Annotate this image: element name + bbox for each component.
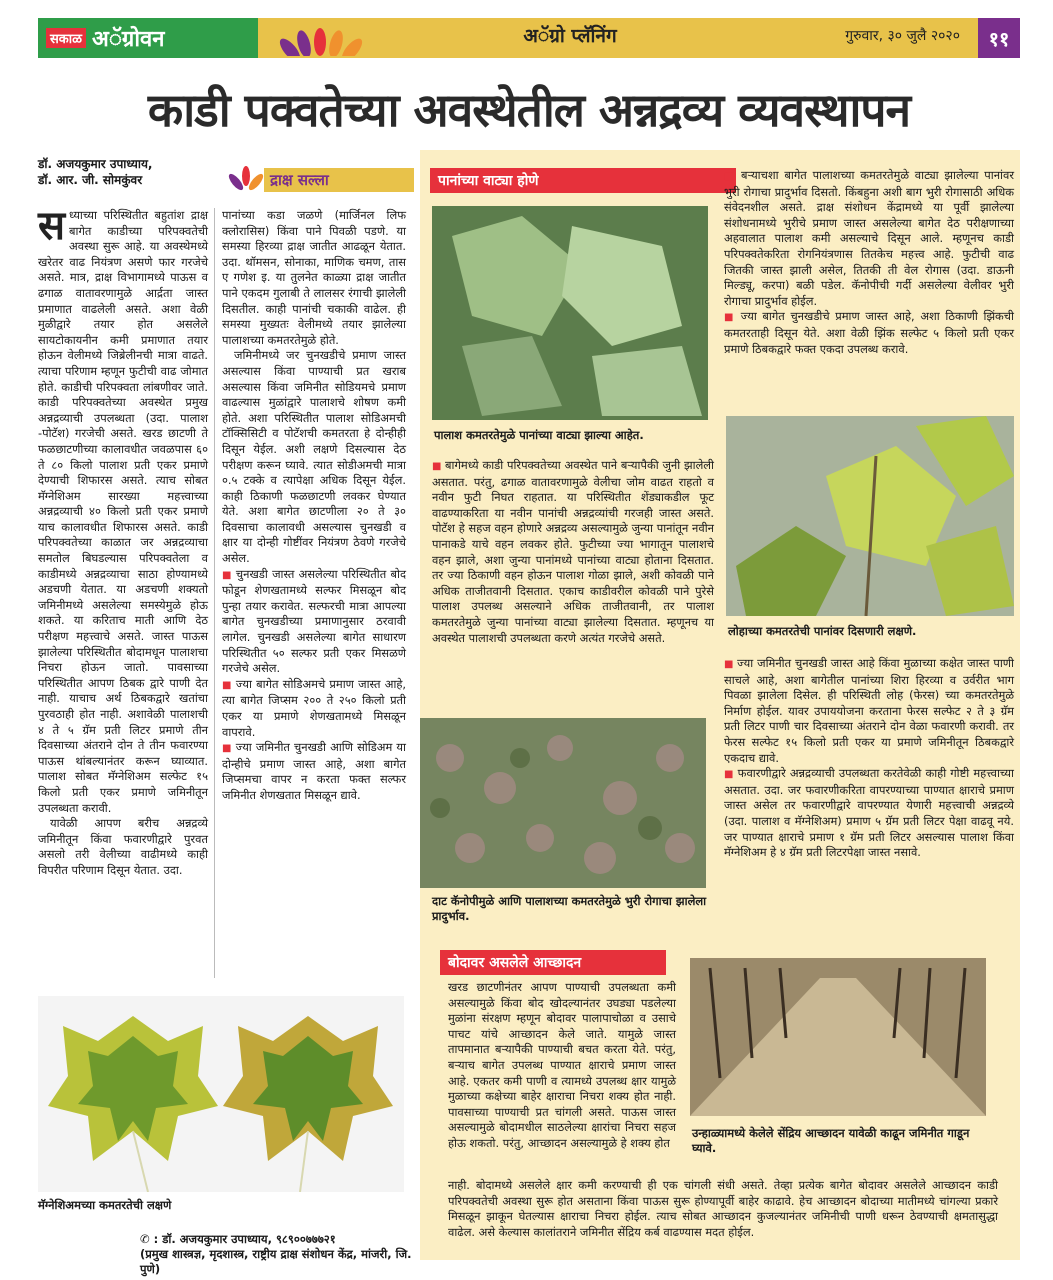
article-column-4b	[724, 656, 1014, 861]
author-credit	[140, 1232, 420, 1277]
col5b-text: नाही. बोदामध्ये असलेले क्षार कमी करण्याची ही एक चांगली संधी असते. तेव्हा प्रत्येक बागेत बोदावर असलेले आच्छादन काडी परिपक्वतेची अवस्था सुरू होत असताना किंवा पाऊस सुरू होण्यापूर्वी बाहेर काढावे. हेच आच्छादन बोदाच्या मातीमध्ये चांगल्या प्रकारे मिसळून झाकून घेतल्यास क्षाराचा निचरा होईल. त्याच सोबत आच्छादन कुजल्यानंतर जमिनीची पाणी धरून ठेवण्याची क्षमतासुद्धा वाढेल. असे केल्यास कालांतराने जमिनीत सेंद्रिय कर्ब वाढण्यास मदत होईल.	[448, 1178, 998, 1239]
headline: काडी पक्वतेच्या अवस्थेतील अन्नद्रव्य व्यवस्थापन	[147, 83, 911, 137]
flower-logo-icon	[226, 156, 266, 192]
caption-magnesium: मॅग्नेशिअमच्या कमतरतेची लक्षणे	[38, 1198, 172, 1212]
article-column-1	[38, 203, 208, 879]
credit-contact: ✆ : डॉ. अजयकुमार उपाध्याय, ९८९००७७७२१	[140, 1232, 336, 1246]
author-2: डॉ. आर. जी. सोमकुंवर	[38, 173, 143, 187]
col2-para-2: जमिनीमध्ये जर चुनखडीचे प्रमाण जास्त असल्यास किंवा पाण्याची प्रत खराब असल्यास किंवा जमिनीत सोडियमचे प्रमाण वाढल्यास मुळांद्वारे पालाशचे शोषण कमी होते. अशा परिस्थितीत पालाश सोडिअमची टॉक्सिसिटी व पोटॅशची कमतरता हे दोन्हीही दिसून येईल. अशी लक्षणे दिसल्यास देठ परीक्षण करून घ्यावे. त्यात सोडीअमची मात्रा ०.५ टक्के व त्यापेक्षा अधिक दिसून येईल. काही ठिकाणी फळछाटणी लवकर घेण्यात येते. अशा बागेत छाटणीला २० ते ३० दिवसाचा कालावधी असल्यास चुनखडी व क्षार या दोन्ही गोष्टींवर नियंत्रण ठेवणे गरजेचे असेल.	[222, 348, 406, 566]
caption-iron-deficiency: लोहाच्या कमतरतेची पानांवर दिसणारी लक्षणे.	[728, 624, 917, 638]
col1-text-2: यावेळी आपण बरीच अन्नद्रव्ये जमिनीतून किंवा फवारणीद्वारे पुरवत असलो तरी वेलीच्या वाढीमध्ये काही विपरीत परिणाम दिसून येतात. उदा.	[38, 816, 208, 877]
issue-date: गुरुवार, ३० जुलै २०२०	[845, 28, 960, 44]
subhead-leaf-cupping: पानांच्या वाट्या होणे	[430, 168, 736, 193]
col3-bullet: ■ बागेमध्ये काडी परिपक्वतेच्या अवस्थेत पाने बऱ्यापैकी जुनी झालेली असतात. परंतु, ढगाळ वातावरणामुळे वेलीचा जोम वाढत राहतो व नवीन फुटी निघत राहतात. या परिस्थितीत शेंड्याकडील फूट वाढण्याकरिता या नवीन पानांची अन्नद्रव्यांची गरजही जास्त असते. पोटॅश हे सहज वहन होणारे अन्नद्रव्य असल्यामुळे जुन्या पानांतून नवीन पानाकडे याचे वहन लवकर होते. फुटीच्या ज्या भागातून पालाशचे वहन झाले, अशा जुन्या पानांमध्ये पानांच्या वाट्या होताना दिसतात. तर ज्या ठिकाणी वहन होऊन पालाश गोळा झाले, अशी कोवळी पाने अधिक ताजीतवानी दिसतात. एकाच काडीवरील कोवळी पाने पुरेसे पालाश उपलब्ध असल्याने अधिक ताजीतवानी, तर पालाश कमतरतेमुळे जुन्या पानांच्या वाट्या झालेल्या दिसतात. म्हणूनच या अवस्थेत पालाशची उपलब्धता करणे अत्यंत गरजेचे असते.	[432, 458, 714, 646]
section-title: अॅग्रो प्लॅनिंग	[523, 25, 617, 47]
brand-name: अॅग्रोवन	[92, 27, 165, 52]
photo-iron-deficiency	[726, 416, 1014, 616]
col1-text: ध्याच्या परिस्थितीत बहुतांश द्राक्ष बागेत काडीच्या परिपक्वतेची अवस्था सुरू आहे. या अवस्थेमध्ये खरेतर वाढ नियंत्रण असणे फार गरजेचे असते. मात्र, द्राक्ष विभागामध्ये पाऊस व ढगाळ वातावरणामुळे आर्द्रता जास्त प्रमाणात वाढलेली असते. अशा वेळी मुळीद्वारे तयार होत असलेले सायटोकायनीन कमी प्रमाणात तयार होऊन वेलीमध्ये जिब्रेलीनची मात्रा वाढते. त्याचा परिणाम म्हणून फुटीची वाढ जोमात होते. काडीची परिपक्वता लांबणीवर जाते. काडी परिपक्वतेच्या अवस्थेत प्रमुख अन्नद्रव्याची उपलब्धता (उदा. पालाश -पोटॅश) गरजेची असते. खरड छाटणी ते फळछाटणीच्या कालावधीत जवळपास ६० ते ८० किलो पालाश प्रती एकर प्रमाणे देण्याची शिफारस असते. त्याच सोबत मॅग्नेशिअम सारख्या महत्त्वाच्या अन्नद्रव्याची ४० किलो प्रती एकर प्रमाणे याच कालावधीत शिफारस असते. काडी परिपक्वतेच्या काळात जर अन्नद्रव्याचा समतोल बिघडल्यास परिपक्वतेला व काडीमध्ये अन्नद्रव्याचा साठा होण्यामध्ये अडचणी येतात. या अडचणी शक्यतो जमिनीमध्ये असलेल्या समस्येमुळे होऊ शकते. या करिताच माती आणि देठ परीक्षण महत्त्वाचे असते. जास्त पाऊस झालेल्या परिस्थितीत बोदामधून पालाशचा निचरा होऊन जातो. पावसाच्या परिस्थितीत आपण ठिबक द्वारे पाणी देत नाही. याचाच अर्थ ठिबकद्वारे खतांचा पुरवठाही होत नाही. अशावेळी पालाशची ४ ते ५ ग्रॅम प्रती लिटर प्रमाणे तीन दिवसाच्या अंतराने दोन ते तीन फवारण्या पाऊस थांबल्यानंतर करून घ्याव्यात. पालाश सोबत मॅग्नेशिअम सल्फेट १५ किलो प्रती एकर प्रमाणे जमिनीतून उपलब्धता करावी.	[38, 208, 208, 815]
caption-mulch: उन्हाळ्यामध्ये केलेले सेंद्रिय आच्छादन यावेळी काढून जमिनीत गाडून घ्यावे.	[692, 1126, 970, 1155]
authors	[38, 156, 218, 188]
brand-small: सकाळ	[46, 28, 86, 48]
photo-leaf-cupping	[432, 206, 708, 420]
author-1: डॉ. अजयकुमार उपाध्याय,	[38, 157, 153, 171]
photo-powdery-mildew	[420, 718, 706, 888]
article-column-3	[432, 458, 714, 646]
column-divider	[214, 208, 215, 978]
article-column-5	[448, 980, 676, 1152]
flower-logo-icon	[270, 20, 380, 56]
col5-text: खरड छाटणीनंतर आपण पाण्याची उपलब्धता कमी असल्यामुळे किंवा बोद खोदल्यानंतर उघड्या पडलेल्या मुळांना संरक्षण म्हणून बोदावर पालापाचोळा व उसाचे पाचट यांचे आच्छादन केले जाते. यामुळे जास्त तापमानात बऱ्यापैकी पाण्याची बचत करता येते. परंतु, बऱ्याच बागेत उपलब्ध पाण्यात क्षाराचे प्रमाण जास्त आहे. एकतर कमी पाणी व त्यामध्ये उपलब्ध क्षार यामुळे मुळाच्या कक्षेच्या बाहेर क्षाराचा निचरा शक्य होत नाही. पावसाच्या पाण्याची प्रत चांगली असते. पाऊस जास्त असल्यामुळे बोदामधील साठलेल्या क्षारांचा निचरा सहज होऊ शकतो. परंतु, आच्छादन असल्यामुळे हे शक्य होत	[448, 980, 676, 1150]
subhead-bed-mulch: बोदावर असलेले आच्छादन	[440, 950, 666, 975]
page-number: ११	[978, 18, 1020, 58]
article-column-2	[222, 208, 406, 804]
col4-bullet-1: ■ बऱ्याचशा बागेत पालाशच्या कमतरतेमुळे वाट्या झालेल्या पानांवर भुरी रोगाचा प्रादुर्भाव दिसतो. किंबहुना अशी बाग भुरी रोगासाठी अधिक संवेदनशील असते. द्राक्ष संशोधन केंद्रामध्ये या पूर्वी झालेल्या संशोधनामध्ये भुरीचे प्रमाण जास्त असलेल्या बागेत देठ परीक्षणाच्या अहवालात पालाश कमी असल्याचे दिसून आले. म्हणूनच काडी परिपक्वतेकरिता रोगनियंत्रणास तितकेच महत्त्व आहे. फुटीची वाढ जितकी जास्त झाली असेल, तितकी ती वेल रोगास (उदा. डाऊनी मिल्ड्यू, करपा) बळी पडेल. कॅनोपीची गर्दी असलेल्या वेलीवर भुरी रोगाचा प्रादुर्भाव होईल.	[724, 168, 1014, 309]
photo-magnesium-deficiency	[38, 996, 404, 1192]
column-tag: द्राक्ष सल्ला	[270, 171, 329, 189]
col2-para-1: पानांच्या कडा जळणे (मार्जिनल लिफ क्लोरासिस) किंवा पाने पिवळी पडणे. या समस्या हिरव्या द्राक्ष जातीत आढळून येतात. उदा. थॉमसन, सोनाका, माणिक चमण, तास ए गणेश इ. या तुलनेत काळ्या द्राक्ष जातीत पाने एकदम गुलाबी ते लालसर रंगाची झालेली दिसतील. काही पानांची चकाकी वाढेल. ही समस्या मुख्यतः वेलीमध्ये तयार झालेल्या पालाशच्या कमतरतेमुळे होते.	[222, 208, 406, 347]
brand-block	[38, 18, 258, 58]
credit-affiliation: (प्रमुख शास्त्रज्ञ, मृदशास्त्र, राष्ट्रीय द्राक्ष संशोधन केंद्र, मांजरी, जि. पुणे)	[140, 1247, 412, 1276]
article-column-4	[724, 168, 1014, 357]
col2-bullet-2: ■ ज्या बागेत सोडिअमचे प्रमाण जास्त आहे, त्या बागेत जिप्सम २०० ते २५० किलो प्रती एकर या प्रमाणे शेणखतामध्ये मिसळून वापरावे.	[222, 677, 406, 740]
col4b-bullet-1: ■ ज्या जमिनीत चुनखडी जास्त आहे किंवा मुळाच्या कक्षेत जास्त पाणी साचले आहे, अशा बागेतील पानांच्या शिरा हिरव्या व उर्वरीत भाग पिवळा झालेला दिसेल. ही परिस्थिती लोह (फेरस) च्या कमतरतेमुळे निर्माण होईल. यावर उपाययोजना करताना फेरस सल्फेट २ ते ३ ग्रॅम प्रती लिटर पाणी चार दिवसाच्या अंतराने दोन वेळा फवारणी करावी. तर फेरस सल्फेट १५ किलो प्रती एकर या प्रमाणे जमिनीतून ठिबकद्वारे एकदाच द्यावे.	[724, 656, 1014, 766]
col4b-bullet-2: ■ फवारणीद्वारे अन्नद्रव्याची उपलब्धता करतेवेळी काही गोष्टी महत्त्वाच्या असतात. उदा. जर फवारणीकरिता वापरण्याच्या पाण्यात क्षाराचे प्रमाण जास्त असेल तर फवारणीद्वारे वापरण्यात येणारी महत्त्वाची अन्नद्रव्ये (उदा. पालाश व मॅग्नेशिअम) प्रमाण ५ ग्रॅम प्रती लिटर पेक्षा वाढवू नये. जर पाण्यात क्षाराचे प्रमाण १ ग्रॅम प्रती लिटर असल्यास पालाश किंवा मॅग्नेशिअम हे ४ ग्रॅम प्रती लिटरपेक्षा जास्त नसावे.	[724, 766, 1014, 861]
dropcap: स	[38, 203, 66, 249]
article-column-5b	[448, 1178, 998, 1240]
col2-bullet-3: ■ ज्या जमिनीत चुनखडी आणि सोडिअम या दोन्हीचे प्रमाण जास्त आहे, अशा बागेत जिप्समचा वापर न करता फक्त सल्फर जमिनीत शेणखतात मिसळून द्यावे.	[222, 740, 406, 803]
photo-mulch-rows	[690, 958, 986, 1116]
col4-bullet-2: ■ ज्या बागेत चुनखडीचे प्रमाण जास्त आहे, अशा ठिकाणी झिंकची कमतरताही दिसून येते. अशा वेळी झिंक सल्फेट ५ किलो प्रती एकर प्रमाणे ठिबकद्वारे फक्त एकदा उपलब्ध करावे.	[724, 309, 1014, 357]
caption-leaf-cupping: पालाश कमतरतेमुळे पानांच्या वाट्या झाल्या आहेत.	[434, 428, 644, 442]
caption-powdery-mildew: दाट कॅनोपीमुळे आणि पालाशच्या कमतरतेमुळे भुरी रोगाचा झालेला प्रादुर्भाव.	[432, 894, 707, 923]
col2-bullet-1: ■ चुनखडी जास्त असलेल्या परिस्थितीत बोद फोडून शेणखतामध्ये सल्फर मिसळून बोद पुन्हा तयार करावेत. सल्फरची मात्रा आपल्या बागेत चुनखडीच्या प्रमाणानुसार ठरवावी लागेल. चुनखडी असलेल्या बागेत साधारण परिस्थितीत ५० सल्फर प्रती एकर मिसळणे गरजेचे असेल.	[222, 567, 406, 677]
